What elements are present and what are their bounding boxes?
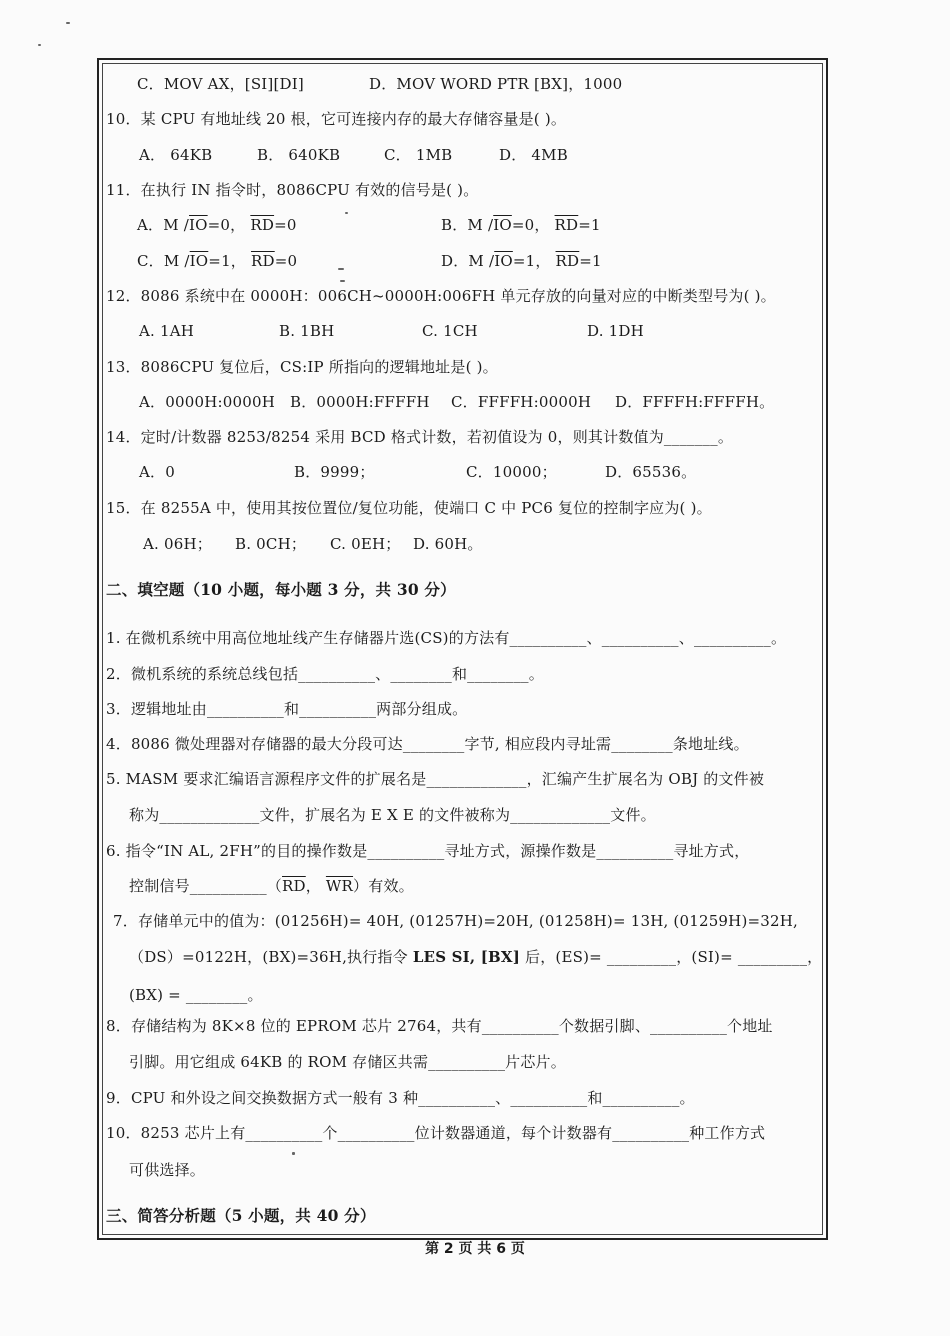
q12-option-d: D. 1DH [587,322,644,340]
q13-option-a: A．0000H:0000H [139,393,275,411]
fill-q2: 2．微机系统的系统总线包括__________、________和________。 [106,665,544,683]
fill-q10-line1: 10．8253 芯片上有__________个__________位计数器通道，每个计数器有__________种工作方式 [106,1124,766,1142]
q15-stem: 15．在 8255A 中，使用其按位置位/复位功能，使端口 C 中 PC6 复位的控制字应为( )。 [106,499,712,517]
q10-option-d: D． 4MB [499,146,568,164]
q12-option-b: B. 1BH [279,322,335,340]
q13-option-d: D．FFFFH:FFFFH。 [615,393,775,411]
q14-option-a: A．0 [139,463,175,481]
q15-option-a: A. 06H； [143,535,212,553]
q11-option-c: C．M $/\overline{IO}=1$， $\overline{RD}=0$ [137,252,298,270]
q10-option-b: B． 640KB [257,146,341,164]
scan-speck [66,22,70,24]
fill-q8-line2: 引脚。用它组成 64KB 的 ROM 存储区共需__________片芯片。 [129,1053,566,1071]
q12-option-c: C. 1CH [422,322,478,340]
fill-q5-line1: 5. MASM 要求汇编语言源程序文件的扩展名是_____________，汇编产生扩展名为 OBJ 的文件被 [106,770,765,788]
q13-option-c: C．FFFFH:0000H [451,393,592,411]
q14-stem: 14．定时/计数器 8253/8254 采用 BCD 格式计数，若初值设为 0，则其计数值为_______。 [106,428,734,446]
q11-stem: 11．在执行 IN 指令时，8086CPU 有效的信号是( )。 [106,181,479,199]
section3-title: 三、简答分析题（5 小题，共 40 分） [106,1206,376,1225]
fill-q6-line1: 6. 指令“IN AL, 2FH”的目的操作数是__________寻址方式，源操作数是__________寻址方式， [106,842,750,860]
fill-q3: 3．逻辑地址由__________和__________两部分组成。 [106,700,468,718]
fill-q7-line3: (BX) = ________。 [129,986,263,1004]
q12-stem: 12．8086 系统中在 0000H：006CH~0000H:006FH 单元存放的向量对应的中断类型号为( )。 [106,287,776,305]
q13-option-b: B．0000H:FFFFH [290,393,430,411]
q12-option-a: A. 1AH [139,322,195,340]
q10-stem: 10．某 CPU 有地址线 20 根，它可连接内存的最大存储容量是( )。 [106,110,567,128]
q11-option-b: B．M $/\overline{IO}=0$， $\overline{RD}=1$ [441,216,601,234]
q14-option-b: B．9999； [294,463,375,481]
fill-q7-line2: （DS）=0122H，(BX)=36H,执行指令 LES SI, [BX] 后，(ES)= _________，(SI)= _________， [129,948,823,966]
page-number-footer: 第 2 页 共 6 页 [425,1241,525,1257]
fill-q1: 1. 在微机系统中用高位地址线产生存储器片选(CS)的方法有__________、__________、__________。 [106,629,787,647]
fill-q9: 9．CPU 和外设之间交换数据方式一般有 3 种__________、__________和__________。 [106,1089,695,1107]
q14-option-d: D．65536。 [605,463,697,481]
q10-option-c: C． 1MB [384,146,453,164]
fill-q10-line2: 可供选择。 [129,1161,206,1179]
q10-option-a: A． 64KB [139,146,213,164]
q14-option-c: C．10000； [466,463,557,481]
q15-option-c: C. 0EH； [330,535,401,553]
fill-q6-line2: 控制信号$\_\_\_\_\_\_\_\_\_\_(\overline{RD}$， $\overline{WR}$）有效。 [129,877,414,895]
q15-option-d: D. 60H。 [413,535,483,553]
fill-q5-line2: 称为_____________文件，扩展名为 E X E 的文件被称为_____________文件。 [129,806,656,824]
fill-q4: 4．8086 微处理器对存储器的最大分段可达________字节, 相应段内寻址需________条地址线。 [106,735,749,753]
fill-q8-line1: 8．存储结构为 8K×8 位的 EPROM 芯片 2764，共有__________个数据引脚、__________个地址 [106,1017,773,1035]
q9-option-c: C．MOV AX，[SI][DI] [137,75,304,93]
q9-option-d: D．MOV WORD PTR [BX]，1000 [369,75,623,93]
q11-option-d: D．M $/\overline{IO}=1$， $\overline{RD}=1$ [441,252,602,270]
q11-option-a: A．M $/\overline{IO}=0$， $\overline{RD}=0$ [137,216,297,234]
scan-speck [38,44,41,46]
q13-stem: 13．8086CPU 复位后，CS:IP 所指向的逻辑地址是( )。 [106,358,498,376]
fill-q7-line1: 7．存储单元中的值为：(01256H)= 40H, (01257H)=20H, (01258H)= 13H, (01259H)=32H, [113,912,799,930]
section2-title: 二、填空题（10 小题，每小题 3 分，共 30 分） [106,580,456,599]
q15-option-b: B. 0CH； [235,535,307,553]
